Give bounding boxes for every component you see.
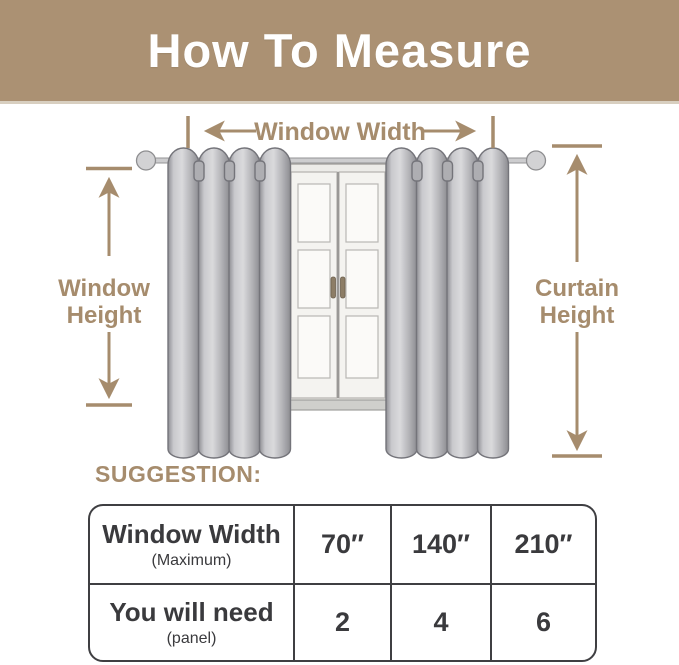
- window-sill: [277, 400, 399, 410]
- measure-diagram: [0, 104, 679, 464]
- row1-label: Window Width: [102, 518, 281, 549]
- value-6-panels: 6: [535, 606, 552, 637]
- window-illustration: [277, 164, 399, 410]
- table-cell-width-210: [492, 506, 595, 585]
- table-cell-panels-4: [392, 585, 492, 660]
- row1-sublabel: (Maximum): [151, 551, 232, 569]
- table-cell-panels-2: [295, 585, 392, 660]
- row2-label: You will need: [109, 596, 274, 627]
- right-curtain-panel: [386, 148, 509, 458]
- panel-suggestion-table: [88, 504, 597, 662]
- measure-diagram-svg: [0, 104, 679, 464]
- value-70: 70″: [321, 528, 364, 559]
- table-cell-width-140: [392, 506, 492, 585]
- curtain-height-label-line2: Height: [539, 302, 615, 329]
- value-2-panels: 2: [334, 606, 351, 637]
- value-140: 140″: [412, 528, 470, 559]
- window-height-label-line1: Window: [58, 275, 150, 302]
- rod-finial-right: [527, 151, 546, 170]
- header-banner: [0, 0, 679, 104]
- window-width-label: Window Width: [254, 118, 426, 146]
- value-210: 210″: [514, 528, 573, 559]
- table-row2-header: [90, 585, 295, 660]
- rod-finial-left: [137, 151, 156, 170]
- window-height-label-line2: Height: [66, 302, 142, 329]
- value-4-panels: 4: [433, 606, 449, 637]
- left-curtain-panel: [168, 148, 291, 458]
- table-row1-header: [90, 506, 295, 585]
- row2-sublabel: (panel): [166, 629, 217, 647]
- table-cell-width-70: [295, 506, 392, 585]
- suggestion-heading: SUGGESTION:: [95, 461, 262, 487]
- curtain-height-label-line1: Curtain: [535, 275, 619, 302]
- table-cell-panels-6: [492, 585, 595, 660]
- page-title: How To Measure: [147, 24, 532, 77]
